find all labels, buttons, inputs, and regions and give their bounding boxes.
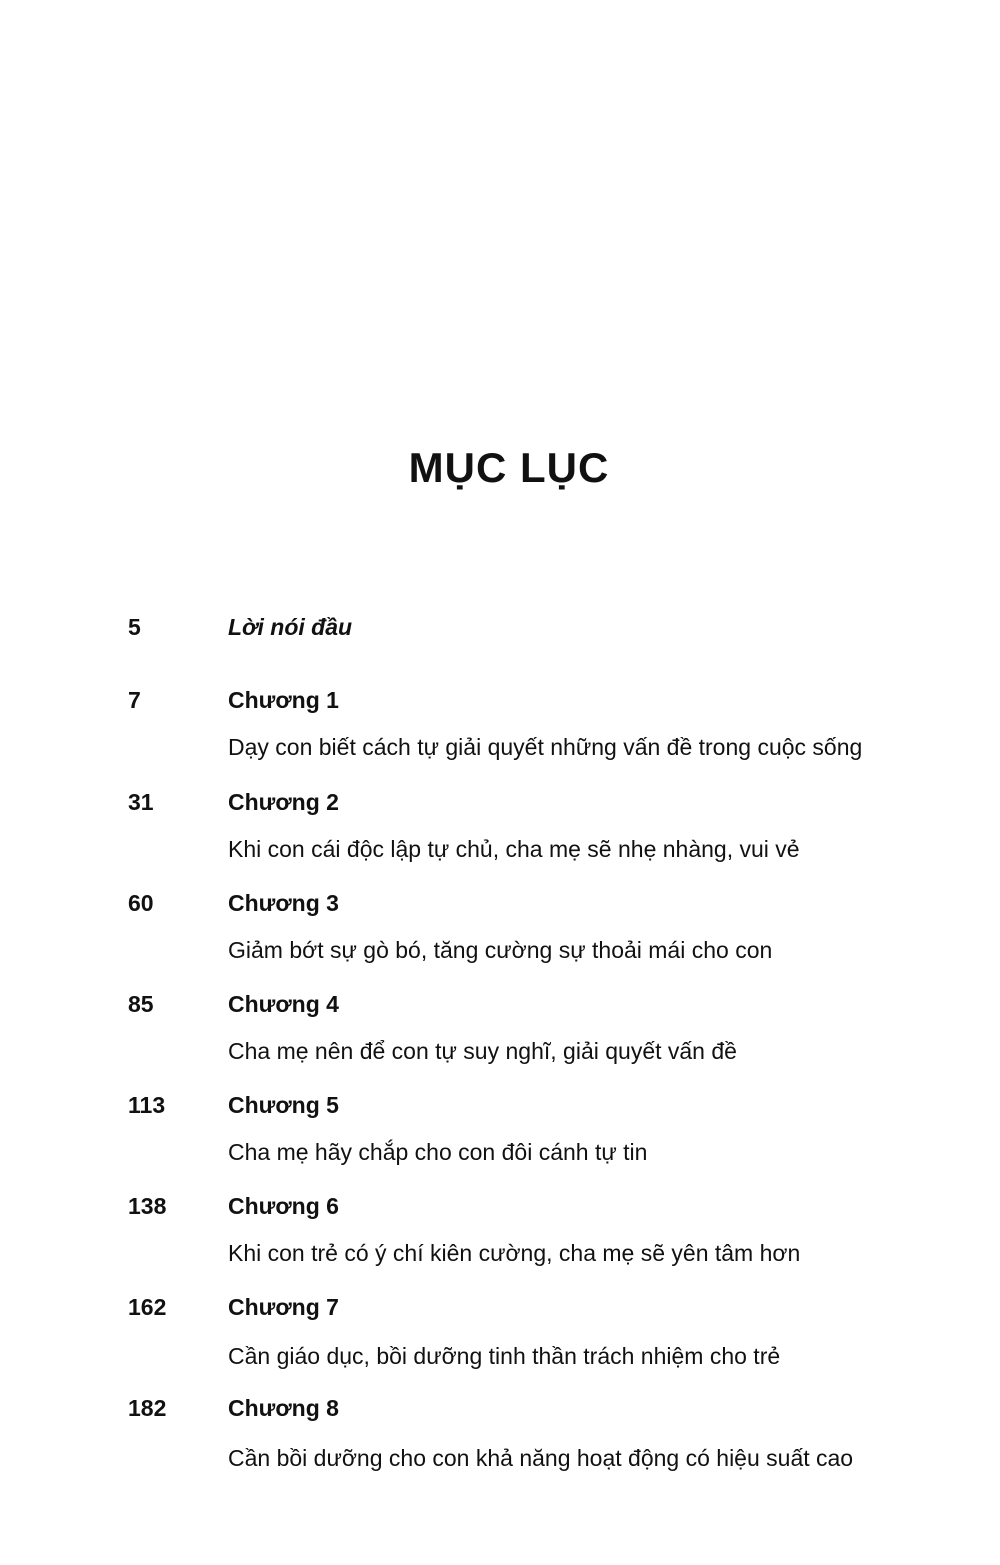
toc-page-number: 113 — [128, 1092, 166, 1118]
toc-page-number: 60 — [128, 890, 154, 916]
toc-entry-chapter-8[interactable] — [0, 1388, 1000, 1471]
toc-chapter-label: Chương 4 — [228, 991, 339, 1017]
toc-chapter-label: Chương 6 — [228, 1193, 339, 1219]
toc-entry-chapter-3[interactable] — [0, 883, 1000, 963]
toc-chapter-description: Cha mẹ hãy chắp cho con đôi cánh tự tin — [228, 1139, 648, 1165]
toc-page-number: 182 — [128, 1395, 167, 1421]
toc-chapter-label: Chương 8 — [228, 1395, 339, 1421]
toc-entry-chapter-7[interactable] — [0, 1287, 1000, 1369]
toc-chapter-label: Chương 7 — [228, 1294, 339, 1320]
toc-chapter-description: Cần giáo dục, bồi dưỡng tinh thần trách nhiệm cho trẻ — [228, 1343, 781, 1369]
toc-entry-title: Lời nói đầu — [228, 614, 353, 640]
toc-page-number: 162 — [128, 1294, 167, 1320]
toc-entry-intro[interactable] — [0, 607, 1000, 647]
toc-chapter-description: Khi con cái độc lập tự chủ, cha mẹ sẽ nhẹ nhàng, vui vẻ — [228, 836, 800, 862]
toc-chapter-description: Khi con trẻ có ý chí kiên cường, cha mẹ sẽ yên tâm hơn — [228, 1240, 801, 1266]
toc-chapter-label: Chương 3 — [228, 890, 339, 916]
toc-page-number: 5 — [128, 614, 141, 640]
toc-entry-chapter-4[interactable] — [0, 984, 1000, 1064]
toc-chapter-description: Giảm bớt sự gò bó, tăng cường sự thoải mái cho con — [228, 937, 773, 963]
toc-chapter-description: Cần bồi dưỡng cho con khả năng hoạt động có hiệu suất cao — [228, 1445, 854, 1471]
toc-page-number: 31 — [128, 789, 154, 815]
toc-entry-chapter-1[interactable] — [0, 680, 1000, 760]
toc-chapter-label: Chương 5 — [228, 1092, 339, 1118]
toc-entry-chapter-5[interactable] — [0, 1085, 1000, 1165]
toc-page-number: 7 — [128, 687, 141, 713]
toc-entry-chapter-2[interactable] — [0, 782, 1000, 862]
toc-entry-chapter-6[interactable] — [0, 1186, 1000, 1266]
toc-page-number: 138 — [128, 1193, 167, 1219]
toc-chapter-label: Chương 1 — [228, 687, 339, 713]
toc-chapter-description: Dạy con biết cách tự giải quyết những vấn đề trong cuộc sống — [228, 734, 863, 760]
toc-chapter-label: Chương 2 — [228, 789, 339, 815]
toc-page-number: 85 — [128, 991, 154, 1017]
page-title: MỤC LỤC — [408, 444, 610, 491]
toc-chapter-description: Cha mẹ nên để con tự suy nghĩ, giải quyết vấn đề — [228, 1038, 737, 1064]
